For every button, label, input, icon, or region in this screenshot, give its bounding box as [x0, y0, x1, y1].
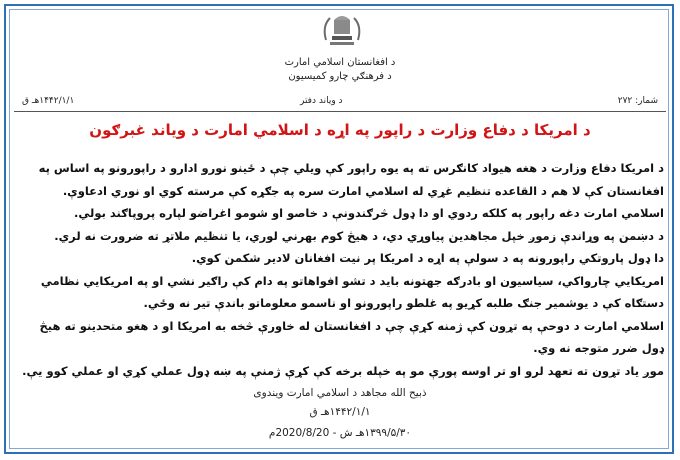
- signature-name: ذبیح الله مجاهد د اسلامي امارت ویندوی: [253, 387, 427, 399]
- paragraph: د امریکا دفاع وزارت د هغه هیواد کانګرس ته په یوه راپور کې ویلي چې د ځینو نورو ادارو د راپورونو په اساس په افغانستان کې لا هم د القاعده تنظیم غړي له اسلامي امارت سره په جګړه کې مرسته کوي او نوري ادعاوې.: [38, 161, 664, 198]
- emirate-emblem-icon: [320, 10, 364, 50]
- commission-name: د فرهنګي چارو کميسيون: [288, 71, 392, 82]
- statement-title: د امریکا د دفاع وزارت د راپور په اړه د اسلامي امارت د ویاند غبرګون: [89, 121, 591, 139]
- paragraph: موږ یاد تړون ته تعهد لرو او تر اوسه پورې مو په خپله برخه کې کړې ژمنې په ښه ډول عملي کړي او عملي کوو یې.: [22, 363, 664, 378]
- signature-hijri-date: ۱۴۴۲/۱/۱هـ ق: [309, 406, 371, 418]
- paragraph: د دښمن په وړاندې زموږ خپل مجاهدین پیاوړي دي، د هیڅ کوم بهرني لوري، یا تنظیم ملاتړ ته ضرورت نه لري.: [54, 228, 664, 243]
- org-name: د افغانستان اسلامي امارت: [284, 57, 396, 68]
- paragraph: دا ډول پاروتکي راپورونه په د سولې په اړه د امریکا پر نیت افغانان لادیر شکمن کوي.: [191, 251, 664, 265]
- statement-body: [14, 157, 664, 382]
- document-number: شمار: ۲۷۲: [617, 96, 658, 106]
- paragraph: امریکايي چارواکي، سیاسیون او بادرګه جهتونه باید د تشو افواهاتو په دام کې راګیر نشي او په امریکايي نظامي دستګاه کې د یوشمیر جنګ طلبه کړیو په غلطو راپورونو او ناسمو معلوماتو باندې تیر نه وځي.: [40, 273, 664, 310]
- header-date: ۱۴۴۲/۱/۱هـ ق: [22, 96, 75, 106]
- paragraph: اسلامي امارت د دوحې په تړون کې ژمنه کړې چې د افغانستان له خاورې څخه به امریکا او د هغو متحدینو ته هیڅ ډول ضرر متوجه نه وي.: [39, 318, 664, 355]
- paragraph: اسلامي امارت دغه راپور په کلکه ردوي او دا ډول څرګندونې د خاصو او شومو اغراضو لپاره پروپاګند بولي.: [74, 206, 664, 220]
- header-divider: [14, 111, 666, 112]
- office-label: د ویاند دفتر: [300, 96, 343, 106]
- signature-dates: ۱۳۹۹/۵/۳۰هـ ش - 2020/8/20م: [268, 427, 412, 439]
